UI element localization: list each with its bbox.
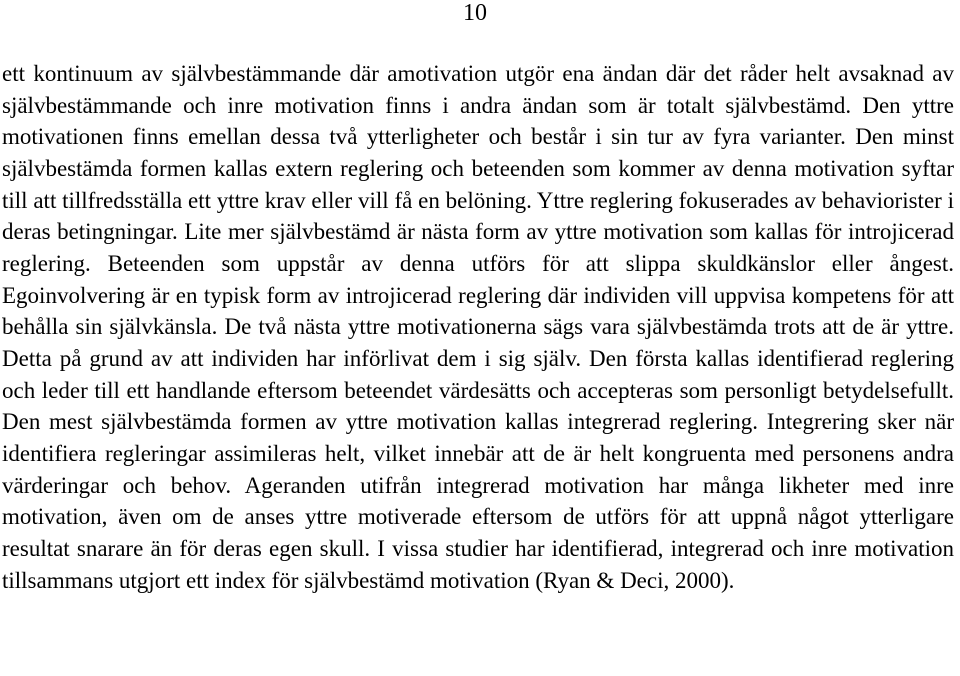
- page-number: 10: [463, 0, 487, 26]
- body-paragraph: ett kontinuum av självbestämmande där amotivation utgör ena ändan där det råder helt avsaknad av självbestämmande och inre motivation finns i andra ändan som är totalt självbestämd. Den yttre motivationen finns emellan dessa två ytterligheter och består i sin tur av fyra varianter. Den minst självbestämda formen kallas extern reglering och beteenden som kommer av denna motivation syftar till att tillfredsställa ett yttre krav eller vill få en belöning. Yttre reglering fokuserades av behaviorister i deras betingningar. Lite mer självbestämd är nästa form av yttre motivation som kallas för introjicerad reglering. Beteenden som uppstår av denna utförs för att slippa skuldkänslor eller ångest. Egoinvolvering är en typisk form av introjicerad reglering där individen vill uppvisa kompetens för att behålla sin självkänsla. De två nästa yttre motivationerna sägs vara självbestämda trots att de är yttre. Detta på grund av att individen har införlivat dem i sig själv. Den första kallas identifierad reglering och leder till ett handlande eftersom beteendet värdesätts och accepteras som personligt betydelsefullt. Den mest självbestämda formen av yttre motivation kallas integrerad reglering. Integrering sker när identifiera regleringar assimileras helt, vilket innebär att de är helt kongruenta med personens andra värderingar och behov. Ageranden utifrån integrerad motivation har många likheter med inre motivation, även om de anses yttre motiverade eftersom de utförs för att uppnå något ytterligare resultat snarare än för deras egen skull. I vissa studier har identifierad, integrerad och inre motivation tillsammans utgjort ett index för självbestämd motivation (Ryan & Deci, 2000).: [2, 61, 954, 593]
